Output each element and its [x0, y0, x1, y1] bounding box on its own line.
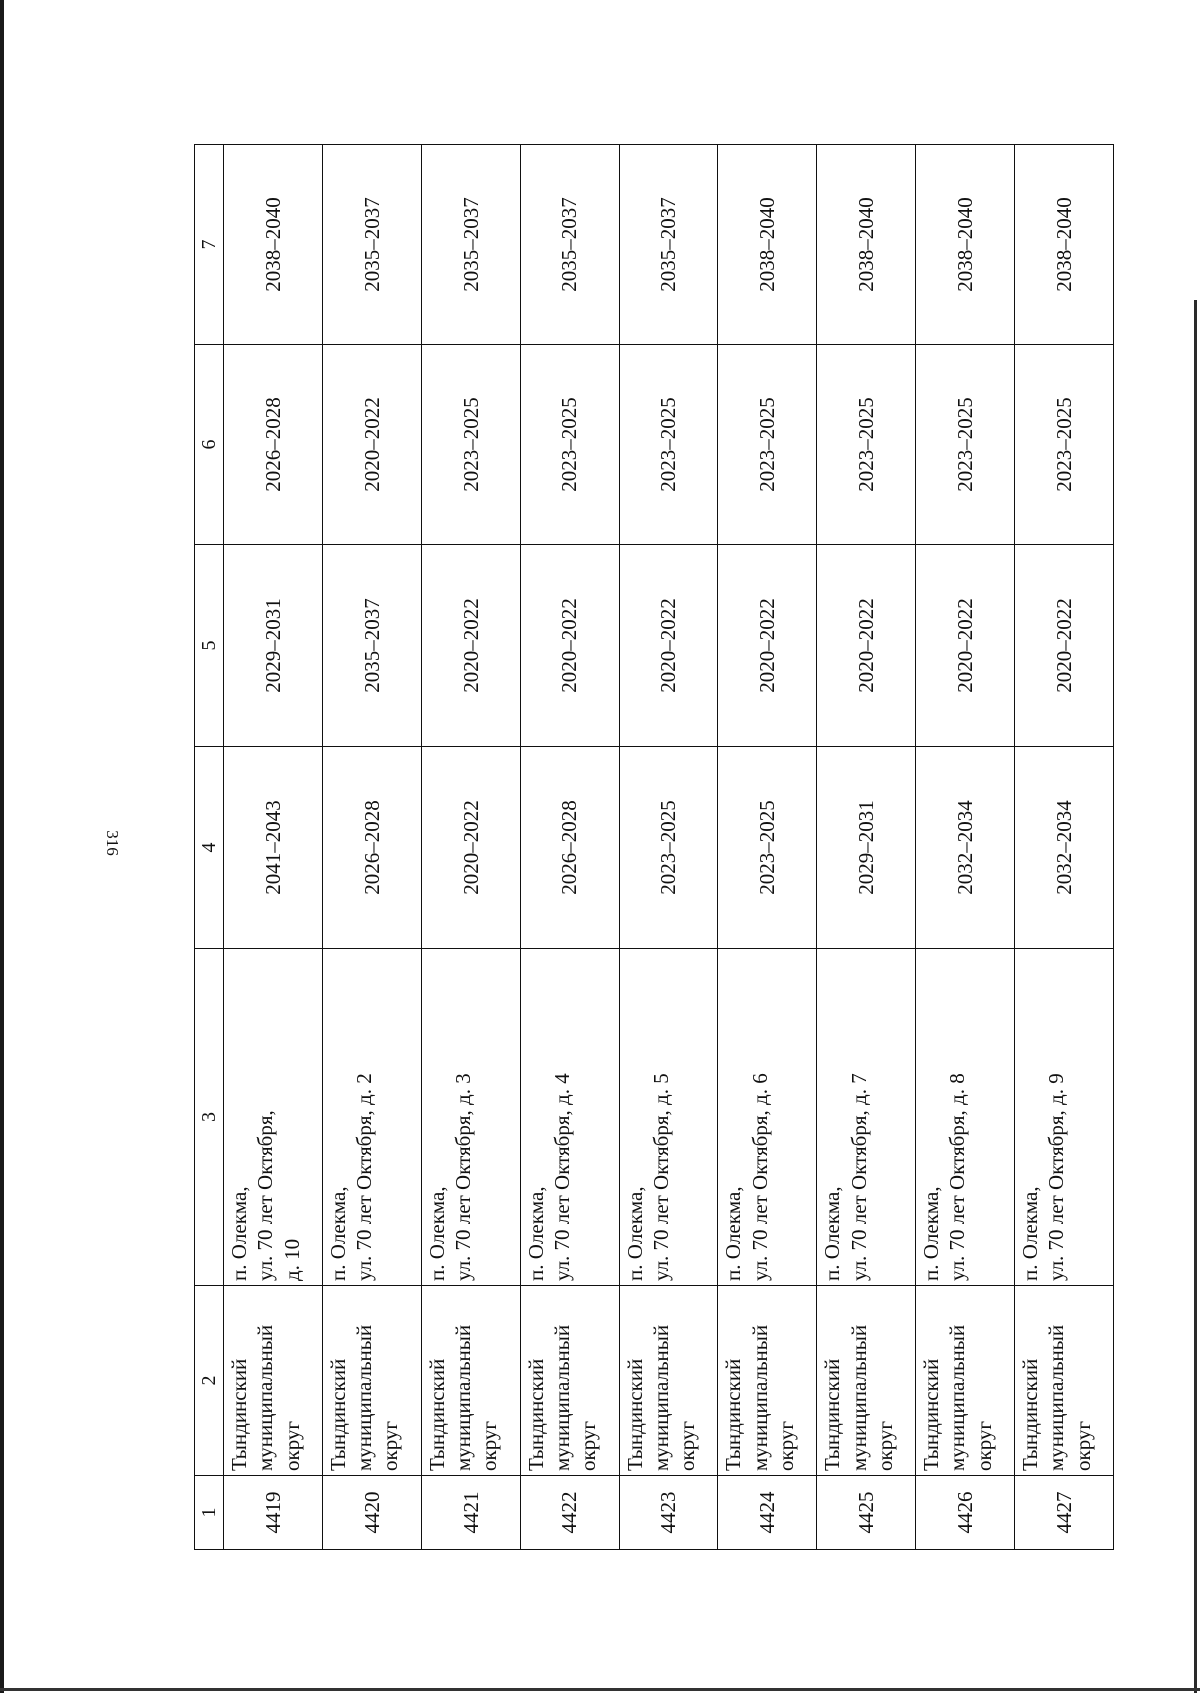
- municipality-line: Тындинский: [721, 1358, 746, 1471]
- table-row: [1015, 145, 1114, 1550]
- period-cell-c5: 2035–2037: [322, 545, 421, 747]
- period-cell-c6: 2023–2025: [1015, 345, 1114, 545]
- address-line: п. Олекма,: [523, 1186, 548, 1281]
- address-line: ул. 70 лет Октября, д. 3: [451, 1073, 475, 1281]
- municipality-line: Тындинский: [227, 1358, 251, 1471]
- address-line: п. Олекма,: [227, 1186, 251, 1281]
- row-number-cell: 4425: [817, 1476, 916, 1550]
- address-line: ул. 70 лет Октября, д. 6: [747, 1073, 772, 1281]
- municipality-line: Тындинский: [919, 1358, 944, 1471]
- address-cell: [1015, 949, 1114, 1286]
- municipality-line: округ: [279, 1420, 304, 1471]
- address-line: ул. 70 лет Октября, д. 7: [846, 1073, 871, 1281]
- municipality-line: округ: [872, 1420, 897, 1471]
- municipality-cell: [322, 1286, 421, 1476]
- period-cell-c6: 2023–2025: [619, 345, 718, 545]
- period-cell-c4: 2032–2034: [916, 747, 1015, 949]
- address-line: п. Олекма,: [820, 1186, 845, 1281]
- municipality-line: Тындинский: [1018, 1358, 1042, 1471]
- period-cell-c6: 2023–2025: [718, 345, 817, 545]
- municipality-cell: [421, 1286, 520, 1476]
- period-cell-c5: 2020–2022: [619, 545, 718, 747]
- table-row: [619, 145, 718, 1550]
- column-header-2: 2: [195, 1286, 224, 1476]
- municipality-line: муниципальный: [451, 1324, 475, 1471]
- table-row: [322, 145, 421, 1550]
- column-header-7: 7: [195, 145, 224, 345]
- address-cell: [619, 949, 718, 1286]
- period-cell-c5: 2020–2022: [1015, 545, 1114, 747]
- table-row: [224, 145, 323, 1550]
- period-cell-c5: 2020–2022: [520, 545, 619, 747]
- table-header-row: [195, 145, 224, 1550]
- municipality-cell: [1015, 1286, 1114, 1476]
- period-cell-c7: 2035–2037: [619, 145, 718, 345]
- municipality-line: округ: [971, 1420, 996, 1471]
- period-cell-c5: 2020–2022: [421, 545, 520, 747]
- municipality-cell: [224, 1286, 323, 1476]
- period-cell-c6: 2023–2025: [421, 345, 520, 545]
- column-header-5: 5: [195, 545, 224, 747]
- row-number-cell: 4426: [916, 1476, 1015, 1550]
- period-cell-c7: 2035–2037: [520, 145, 619, 345]
- column-header-4: 4: [195, 747, 224, 949]
- municipality-line: муниципальный: [648, 1324, 673, 1471]
- address-line: п. Олекма,: [622, 1186, 647, 1281]
- row-number-cell: 4420: [322, 1476, 421, 1550]
- period-cell-c7: 2035–2037: [322, 145, 421, 345]
- period-cell-c7: 2035–2037: [421, 145, 520, 345]
- municipality-line: Тындинский: [523, 1358, 548, 1471]
- municipality-line: округ: [773, 1420, 798, 1471]
- municipality-cell: [916, 1286, 1015, 1476]
- municipality-line: муниципальный: [945, 1324, 970, 1471]
- address-line: ул. 70 лет Октября, д. 9: [1044, 1073, 1069, 1281]
- period-cell-c7: 2038–2040: [817, 145, 916, 345]
- municipality-line: округ: [1070, 1420, 1095, 1471]
- period-cell-c6: 2023–2025: [817, 345, 916, 545]
- page-number: 316: [103, 830, 122, 856]
- address-line: п. Олекма,: [919, 1186, 944, 1281]
- address-line: п. Олекма,: [1018, 1186, 1042, 1281]
- table-row: [718, 145, 817, 1550]
- municipality-line: округ: [576, 1420, 601, 1471]
- row-number-cell: 4419: [224, 1476, 323, 1550]
- period-cell-c6: 2023–2025: [520, 345, 619, 545]
- municipality-line: муниципальный: [253, 1324, 278, 1471]
- period-cell-c6: 2023–2025: [916, 345, 1015, 545]
- address-line: п. Олекма,: [325, 1186, 350, 1281]
- municipality-line: муниципальный: [549, 1324, 574, 1471]
- municipality-line: Тындинский: [424, 1358, 449, 1471]
- municipality-line: муниципальный: [1044, 1324, 1069, 1471]
- rotated-table-container: [194, 145, 1114, 1550]
- address-line: ул. 70 лет Октября,: [253, 1110, 278, 1281]
- municipality-line: округ: [378, 1420, 403, 1471]
- municipality-cell: [619, 1286, 718, 1476]
- address-cell: [520, 949, 619, 1286]
- address-cell: [322, 949, 421, 1286]
- table-row: [817, 145, 916, 1550]
- scan-border-bottom: [0, 1688, 1200, 1691]
- period-cell-c4: 2029–2031: [817, 747, 916, 949]
- municipality-line: Тындинский: [622, 1358, 647, 1471]
- period-cell-c4: 2020–2022: [421, 747, 520, 949]
- period-cell-c4: 2032–2034: [1015, 747, 1114, 949]
- period-cell-c4: 2023–2025: [718, 747, 817, 949]
- row-number-cell: 4421: [421, 1476, 520, 1550]
- period-cell-c5: 2020–2022: [718, 545, 817, 747]
- address-line: ул. 70 лет Октября, д. 5: [648, 1073, 673, 1281]
- municipality-line: муниципальный: [846, 1324, 871, 1471]
- table-row: [520, 145, 619, 1550]
- housing-schedule-table: [194, 144, 1114, 1550]
- row-number-cell: 4424: [718, 1476, 817, 1550]
- row-number-cell: 4427: [1015, 1476, 1114, 1550]
- address-line: д. 10: [279, 1238, 304, 1281]
- scan-border-right: [1194, 300, 1197, 1693]
- period-cell-c5: 2020–2022: [916, 545, 1015, 747]
- period-cell-c4: 2041–2043: [224, 747, 323, 949]
- address-line: ул. 70 лет Октября, д. 2: [352, 1073, 377, 1281]
- address-line: п. Олекма,: [721, 1186, 746, 1281]
- column-header-3: 3: [195, 949, 224, 1286]
- period-cell-c7: 2038–2040: [224, 145, 323, 345]
- row-number-cell: 4422: [520, 1476, 619, 1550]
- municipality-cell: [520, 1286, 619, 1476]
- address-line: ул. 70 лет Октября, д. 4: [549, 1073, 574, 1281]
- period-cell-c7: 2038–2040: [718, 145, 817, 345]
- table-row: [916, 145, 1015, 1550]
- period-cell-c4: 2023–2025: [619, 747, 718, 949]
- period-cell-c5: 2029–2031: [224, 545, 323, 747]
- period-cell-c4: 2026–2028: [520, 747, 619, 949]
- scan-border-left: [0, 0, 4, 1693]
- municipality-line: округ: [477, 1420, 502, 1471]
- address-line: п. Олекма,: [424, 1186, 449, 1281]
- address-cell: [718, 949, 817, 1286]
- address-cell: [224, 949, 323, 1286]
- address-cell: [916, 949, 1015, 1286]
- address-cell: [817, 949, 916, 1286]
- column-header-6: 6: [195, 345, 224, 545]
- period-cell-c6: 2020–2022: [322, 345, 421, 545]
- municipality-line: муниципальный: [352, 1324, 377, 1471]
- municipality-line: Тындинский: [325, 1358, 350, 1471]
- period-cell-c7: 2038–2040: [916, 145, 1015, 345]
- municipality-line: муниципальный: [747, 1324, 772, 1471]
- period-cell-c7: 2038–2040: [1015, 145, 1114, 345]
- period-cell-c4: 2026–2028: [322, 747, 421, 949]
- municipality-line: округ: [675, 1420, 699, 1471]
- table-row: [421, 145, 520, 1550]
- municipality-cell: [817, 1286, 916, 1476]
- row-number-cell: 4423: [619, 1476, 718, 1550]
- municipality-line: Тындинский: [820, 1358, 845, 1471]
- column-header-1: 1: [195, 1476, 224, 1550]
- address-line: ул. 70 лет Октября, д. 8: [945, 1073, 970, 1281]
- period-cell-c6: 2026–2028: [224, 345, 323, 545]
- period-cell-c5: 2020–2022: [817, 545, 916, 747]
- municipality-cell: [718, 1286, 817, 1476]
- address-cell: [421, 949, 520, 1286]
